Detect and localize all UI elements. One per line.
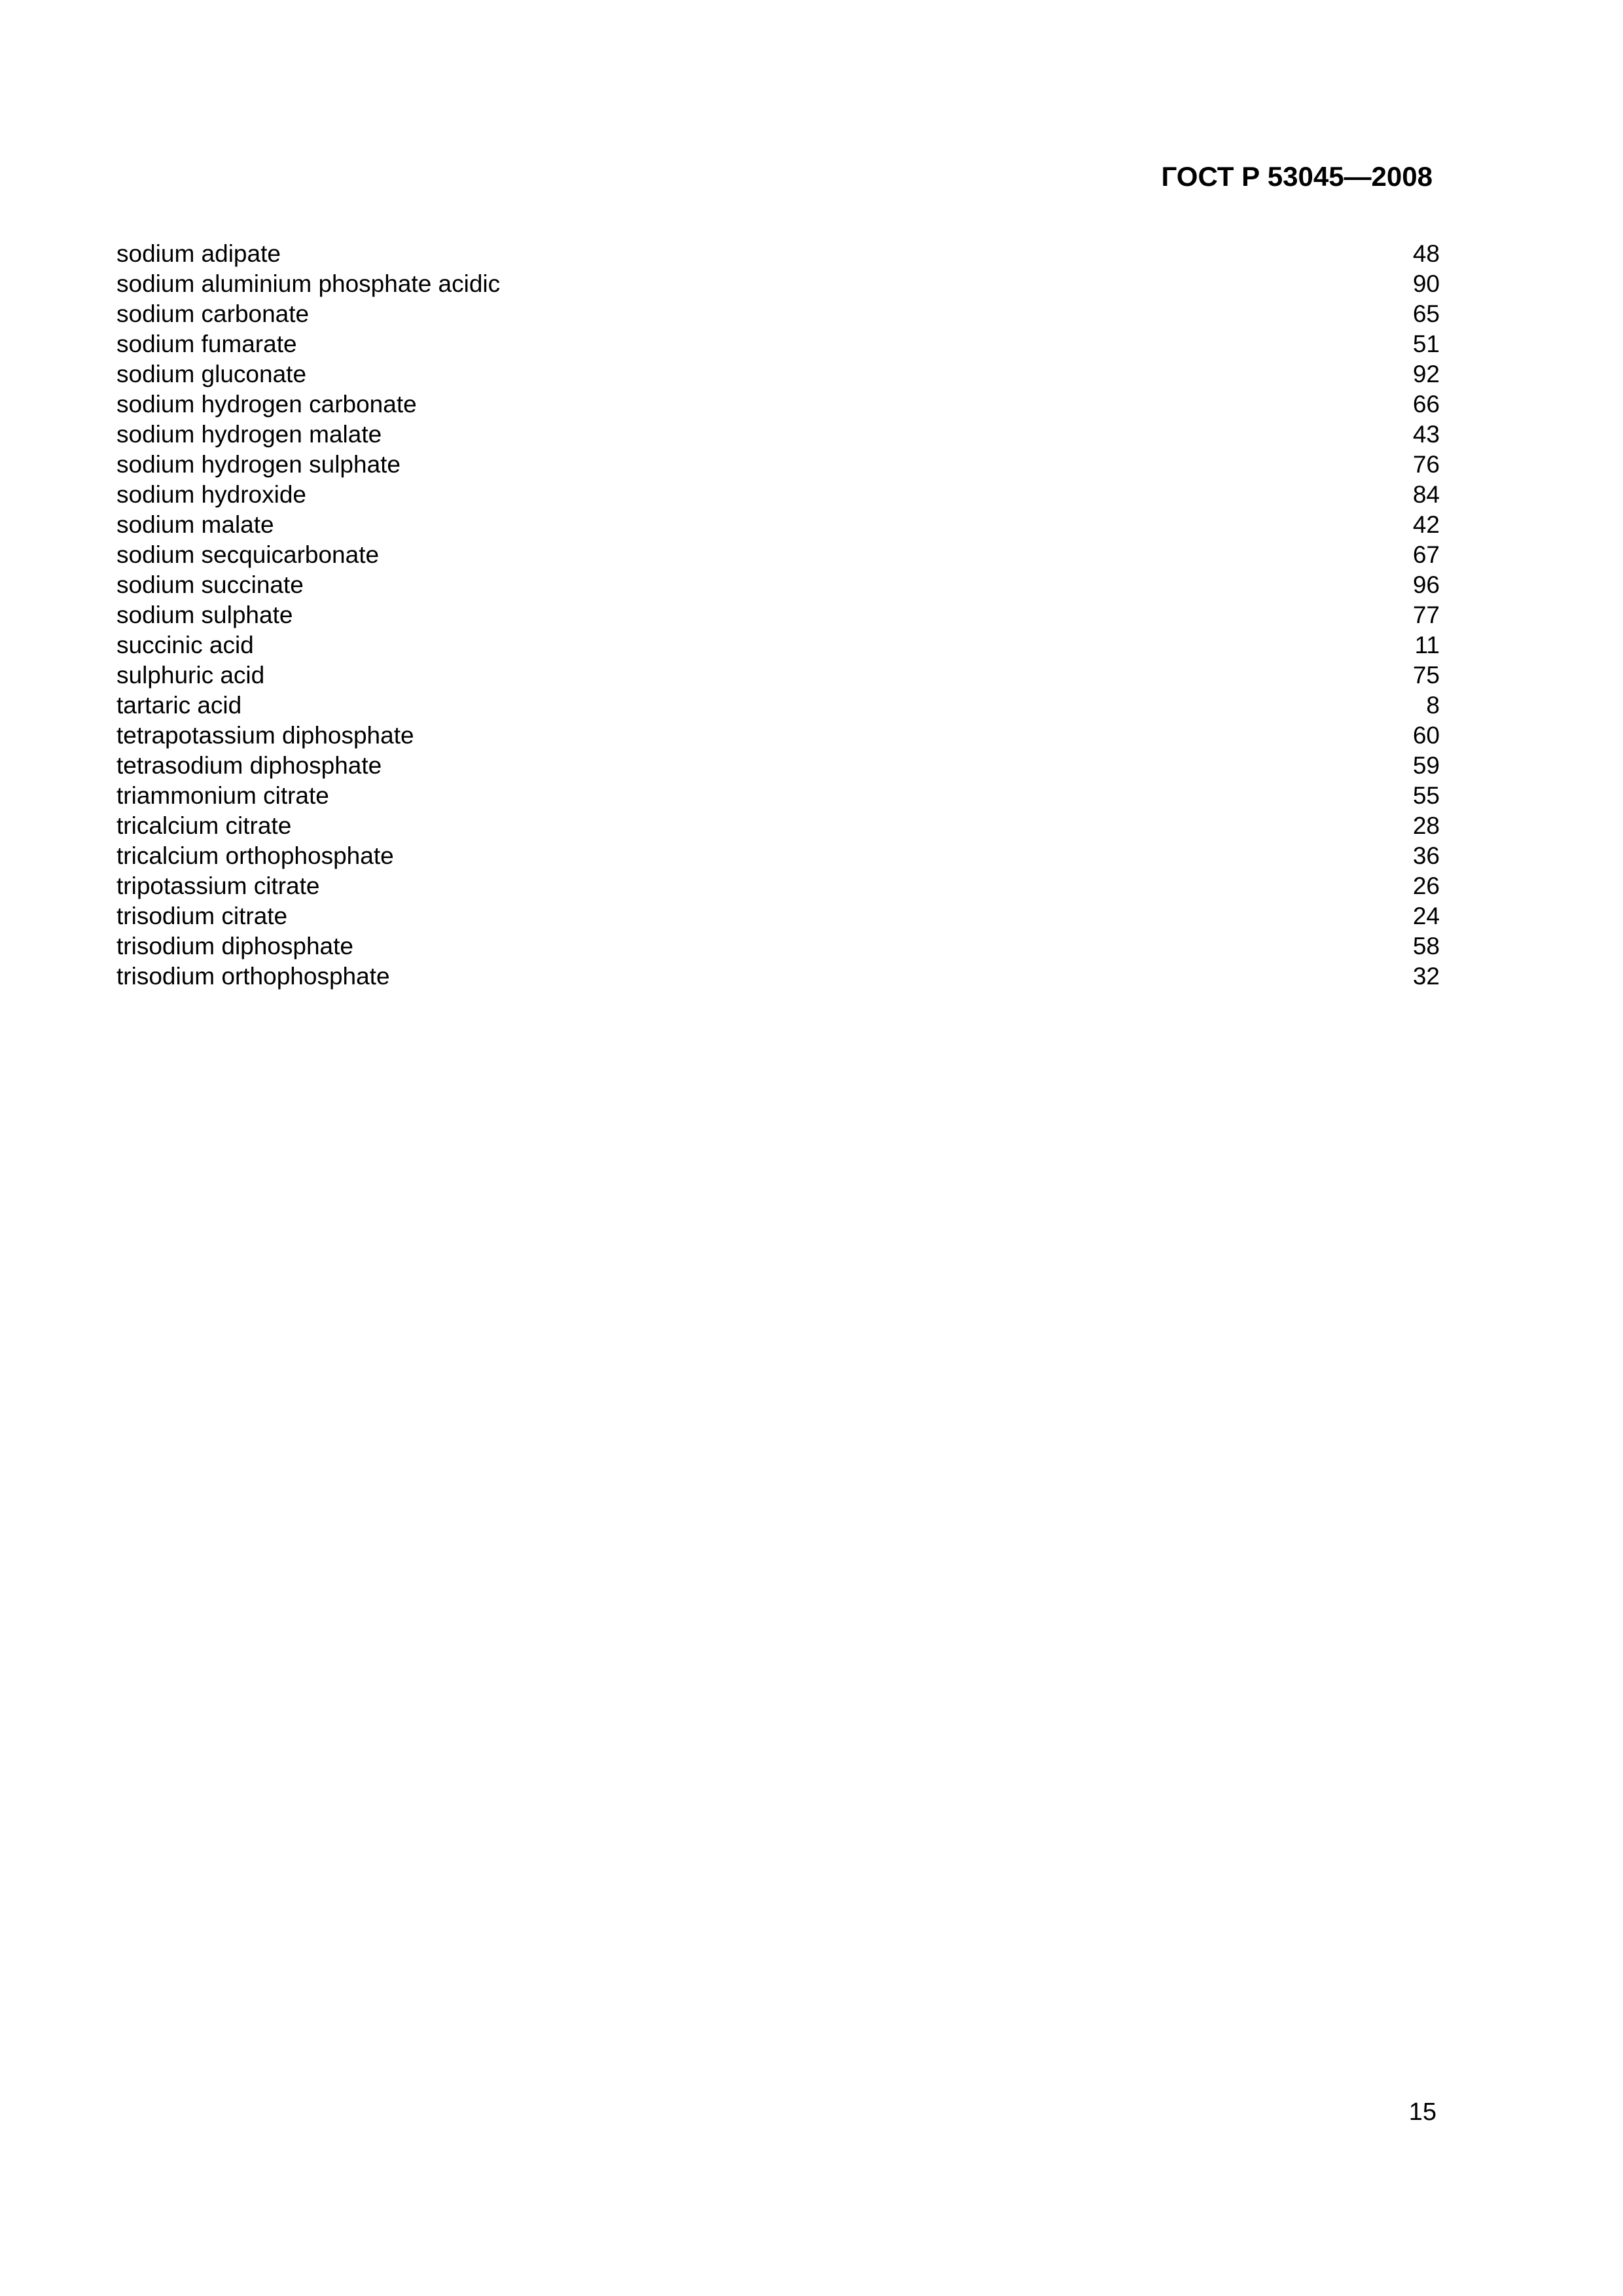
index-page-ref: 67 (1412, 541, 1440, 568)
index-page-ref: 76 (1412, 451, 1440, 478)
index-page-ref: 92 (1412, 361, 1440, 387)
index-term: tetrasodium diphosphate (116, 752, 382, 779)
index-term: sodium hydroxide (116, 481, 306, 508)
index-term: sodium gluconate (116, 361, 307, 387)
index-entry (116, 600, 1440, 630)
index-page-ref: 8 (1426, 692, 1440, 719)
index-page-ref: 59 (1412, 752, 1440, 779)
index-term: sodium hydrogen malate (116, 421, 382, 448)
index-term: trisodium orthophosphate (116, 963, 390, 990)
index-term: tetrapotassium diphosphate (116, 722, 414, 749)
index-page-ref: 36 (1412, 842, 1440, 869)
index-term: trisodium diphosphate (116, 933, 353, 960)
index-term: tricalcium orthophosphate (116, 842, 394, 869)
index-page-ref: 65 (1412, 300, 1440, 327)
index-entry (116, 389, 1440, 420)
index-page-ref: 58 (1412, 933, 1440, 960)
index-page-ref: 77 (1412, 601, 1440, 628)
index-entry (116, 691, 1440, 721)
index-entry (116, 751, 1440, 781)
index-term: sodium secquicarbonate (116, 541, 380, 568)
index-entry (116, 871, 1440, 901)
index-term: sodium aluminium phosphate acidic (116, 270, 501, 297)
document-code: ГОСТ Р 53045—2008 (1161, 161, 1433, 192)
index-term: sodium fumarate (116, 331, 297, 357)
index-term: sodium hydrogen sulphate (116, 451, 401, 478)
index-page-ref: 84 (1412, 481, 1440, 508)
index-page-ref: 24 (1412, 903, 1440, 929)
index-page-ref: 90 (1412, 270, 1440, 297)
index-entry (116, 660, 1440, 691)
index-page-ref: 66 (1412, 391, 1440, 418)
index-page-ref: 42 (1412, 511, 1440, 538)
index-page-ref: 96 (1412, 571, 1440, 598)
page-number: 15 (1408, 2098, 1436, 2126)
index-term: tartaric acid (116, 692, 242, 719)
index-page-ref: 55 (1412, 782, 1440, 809)
index-term: triammonium citrate (116, 782, 329, 809)
index-entry (116, 570, 1440, 600)
index-entry (116, 781, 1440, 811)
index-entry (116, 811, 1440, 841)
index-entry (116, 359, 1440, 389)
index-entry (116, 299, 1440, 329)
index-term: sodium succinate (116, 571, 304, 598)
index-page-ref: 51 (1412, 331, 1440, 357)
index-term: sodium malate (116, 511, 274, 538)
index-term: sodium sulphate (116, 601, 293, 628)
index-entry (116, 630, 1440, 660)
index-entry (116, 269, 1440, 299)
index-page-ref: 28 (1412, 812, 1440, 839)
index-page-ref: 32 (1412, 963, 1440, 990)
index-entry (116, 931, 1440, 961)
index-entry (116, 450, 1440, 480)
index-entry (116, 540, 1440, 570)
index-list (116, 239, 1440, 992)
index-term: tripotassium citrate (116, 872, 320, 899)
index-entry (116, 420, 1440, 450)
index-entry (116, 841, 1440, 871)
index-entry (116, 901, 1440, 931)
index-term: sodium adipate (116, 240, 281, 267)
index-page-ref: 26 (1412, 872, 1440, 899)
index-page-ref: 48 (1412, 240, 1440, 267)
index-entry (116, 239, 1440, 269)
index-page-ref: 43 (1412, 421, 1440, 448)
index-term: sodium hydrogen carbonate (116, 391, 417, 418)
index-page-ref: 60 (1412, 722, 1440, 749)
index-page-ref: 11 (1414, 632, 1440, 658)
index-term: sodium carbonate (116, 300, 310, 327)
index-term: sulphuric acid (116, 662, 265, 689)
index-page-ref: 75 (1412, 662, 1440, 689)
index-entry (116, 961, 1440, 992)
index-term: tricalcium citrate (116, 812, 292, 839)
index-entry (116, 329, 1440, 359)
index-term: trisodium citrate (116, 903, 288, 929)
index-entry (116, 480, 1440, 510)
index-term: succinic acid (116, 632, 254, 658)
index-entry (116, 721, 1440, 751)
index-entry (116, 510, 1440, 540)
